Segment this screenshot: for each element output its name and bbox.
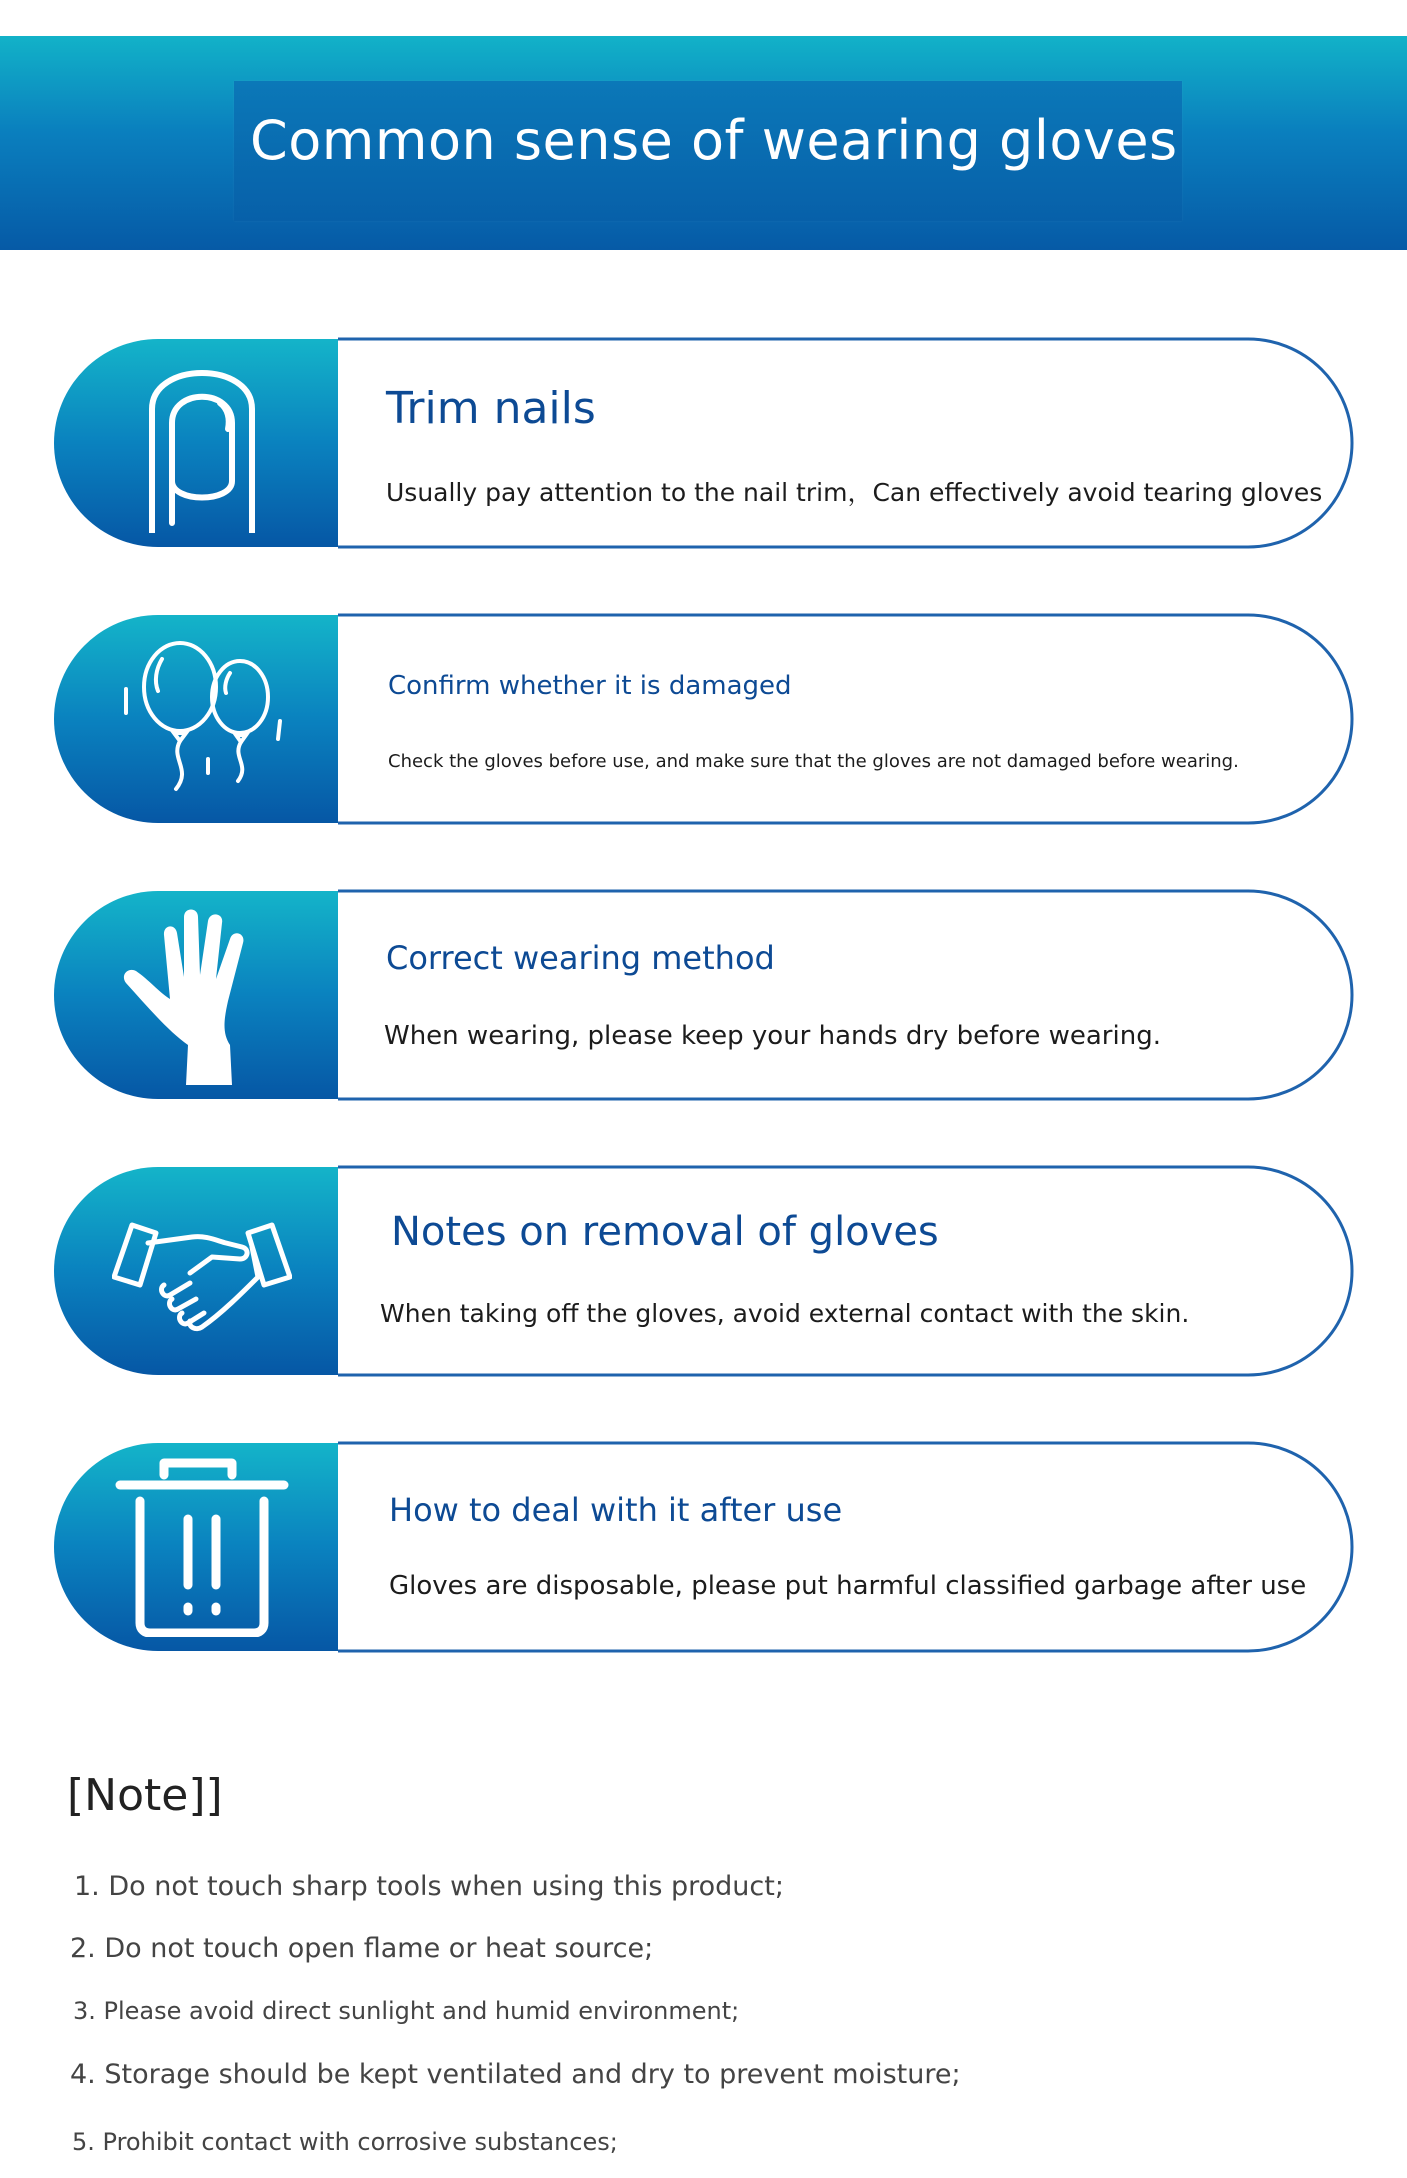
card-title: Confirm whether it is damaged	[388, 671, 792, 701]
note-item: 4. Storage should be kept ventilated and dry to prevent moisture;	[70, 2059, 961, 2090]
card-confirm-damage	[52, 613, 1354, 825]
hand-icon	[112, 905, 292, 1085]
card-trim-nails	[52, 337, 1354, 549]
handshake-icon	[112, 1181, 292, 1361]
card-description: When wearing, please keep your hands dry before wearing.	[384, 1021, 1161, 1051]
card-after-use	[52, 1441, 1354, 1653]
card-title: Trim nails	[386, 383, 596, 434]
card-description: Check the gloves before use, and make sure that the gloves are not damaged before wearing.	[388, 751, 1239, 772]
balloons-icon	[112, 629, 292, 809]
card-description: Gloves are disposable, please put harmful classified garbage after use	[389, 1571, 1307, 1601]
note-item: 5. Prohibit contact with corrosive substances;	[72, 2128, 618, 2156]
card-description: When taking off the gloves, avoid external contact with the skin.	[380, 1299, 1190, 1328]
card-wearing-method	[52, 889, 1354, 1101]
note-item: 2. Do not touch open flame or heat source;	[70, 1933, 654, 1964]
page-title: Common sense of wearing gloves	[250, 109, 1178, 172]
header-banner	[0, 36, 1407, 250]
note-item: 1. Do not touch sharp tools when using this product;	[74, 1871, 784, 1902]
card-glove-removal	[52, 1165, 1354, 1377]
title-box	[234, 81, 1182, 221]
fingernail-icon	[112, 353, 292, 533]
card-description: Usually pay attention to the nail trim，Can effectively avoid tearing gloves	[386, 478, 1323, 507]
note-heading: [Note]]	[67, 1770, 223, 1821]
card-title: Notes on removal of gloves	[391, 1209, 939, 1255]
card-title: How to deal with it after use	[389, 1491, 843, 1529]
note-item: 3. Please avoid direct sunlight and humid environment;	[73, 1997, 740, 2025]
card-title: Correct wearing method	[386, 939, 775, 977]
trash-bin-icon	[112, 1457, 292, 1637]
